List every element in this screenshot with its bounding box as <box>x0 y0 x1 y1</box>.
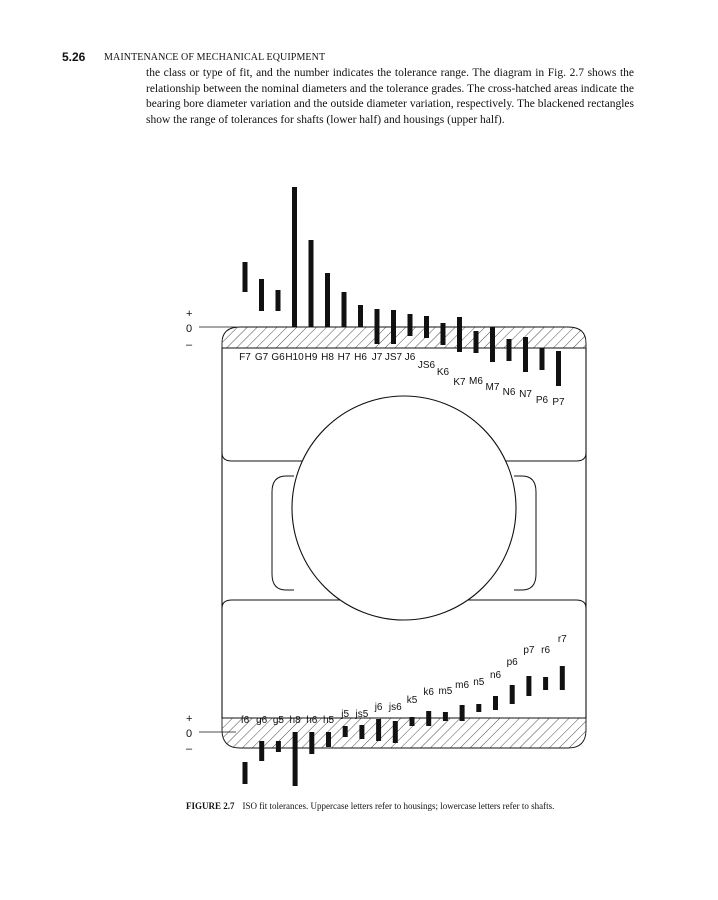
shaft-tolerance-labels <box>241 634 567 726</box>
housing-label-G6: G6 <box>271 352 285 363</box>
shaft-bar-j6 <box>376 719 381 741</box>
housing-bar-G6 <box>276 290 281 311</box>
shaft-label-k6: k6 <box>423 687 434 698</box>
housing-bar-J6 <box>408 314 413 336</box>
shaft-label-r6: r6 <box>541 645 551 656</box>
shaft-bar-r6 <box>543 677 548 690</box>
shaft-bar-n6 <box>493 696 498 710</box>
shaft-label-m5: m5 <box>438 686 453 697</box>
shaft-bar-g5 <box>276 741 281 752</box>
housing-label-G7: G7 <box>254 352 269 363</box>
shaft-bar-h5 <box>326 732 331 747</box>
shaft-bar-g6 <box>259 741 264 761</box>
shaft-label-h8: h8 <box>289 715 301 726</box>
upper-minus-symbol: – <box>186 339 193 351</box>
shaft-label-h5: h5 <box>322 715 335 726</box>
shaft-bar-p7 <box>526 676 531 696</box>
housing-label-K6: K6 <box>436 367 450 378</box>
shaft-bar-k6 <box>426 711 431 726</box>
housing-label-H7: H7 <box>337 352 351 363</box>
housing-label-H9: H9 <box>304 352 318 363</box>
housing-label-P7: P7 <box>552 397 565 408</box>
housing-bar-M6 <box>474 331 479 353</box>
housing-label-J6: J6 <box>404 352 416 363</box>
housing-label-K7: K7 <box>453 377 466 388</box>
shaft-label-n6: n6 <box>489 670 502 681</box>
shaft-bar-p6 <box>510 685 515 704</box>
housing-bar-M7 <box>490 327 495 362</box>
running-head: MAINTENANCE OF MECHANICAL EQUIPMENT <box>104 52 326 63</box>
housing-bar-J7 <box>375 309 380 344</box>
housing-bar-H8 <box>325 273 330 327</box>
shaft-label-m6: m6 <box>455 680 470 691</box>
shaft-label-h6: h6 <box>306 715 318 726</box>
housing-bar-N7 <box>523 337 528 372</box>
cage-left <box>272 476 294 590</box>
shaft-label-p6: p6 <box>506 657 518 668</box>
shaft-bar-j5 <box>343 726 348 737</box>
shaft-bar-h8 <box>293 732 298 786</box>
housing-bar-H9 <box>309 240 314 327</box>
shaft-label-p7: p7 <box>523 645 535 656</box>
lower-plus-symbol: + <box>186 713 193 725</box>
housing-label-M6: M6 <box>469 376 483 387</box>
housing-label-H10: H10 <box>285 352 304 363</box>
shaft-bar-js5 <box>359 725 364 739</box>
body-paragraph: the class or type of fit, and the number indicates the tolerance range. The diagram in Fig. 2.7 shows the relationship between the nominal diameters and the tolerance grades. The cross-hatched areas indicate the bearing bore diameter variation and the outside diameter variation, respectively. The blackened rectangles show the range of tolerances for shafts (lower half) and housings (upper half). <box>146 67 634 126</box>
shaft-bar-n5 <box>476 704 481 712</box>
lower-zero-symbol: 0 <box>186 728 193 740</box>
shaft-bar-m6 <box>460 705 465 721</box>
shaft-label-js5: js5 <box>355 709 369 720</box>
housing-label-H6: H6 <box>354 352 367 363</box>
housing-bar-G7 <box>259 279 264 311</box>
shaft-bar-m5 <box>443 712 448 721</box>
housing-bar-JS6 <box>424 316 429 338</box>
figure-caption <box>186 801 554 811</box>
shaft-label-r7: r7 <box>557 634 567 645</box>
lower-minus-symbol: – <box>186 743 193 755</box>
housing-bar-P7 <box>556 351 561 386</box>
housing-label-F7: F7 <box>239 352 251 363</box>
housing-bar-K6 <box>441 323 446 345</box>
housing-bar-H7 <box>342 292 347 327</box>
shaft-label-j6: j6 <box>374 702 383 713</box>
housing-label-JS7: JS7 <box>384 352 403 363</box>
shaft-label-j5: j5 <box>341 709 350 720</box>
shaft-bar-h6 <box>309 732 314 754</box>
rolling-ball <box>292 396 516 620</box>
upper-plus-symbol: + <box>186 308 193 320</box>
upper-zero-symbol: 0 <box>186 323 193 335</box>
housing-bar-JS7 <box>391 310 396 344</box>
housing-label-H8: H8 <box>321 352 334 363</box>
shaft-label-n5: n5 <box>473 677 485 688</box>
housing-label-N7: N7 <box>519 389 532 400</box>
shaft-label-g6: g6 <box>256 715 268 726</box>
housing-bar-F7 <box>243 262 248 292</box>
housing-label-N6: N6 <box>502 387 516 398</box>
housing-hatched-band <box>222 327 586 348</box>
housing-label-M7: M7 <box>485 382 500 393</box>
figure-number: FIGURE 2.7 <box>186 801 235 811</box>
cage-right <box>514 476 536 590</box>
housing-bar-H6 <box>358 305 363 327</box>
page-number: 5.26 <box>62 50 86 64</box>
shaft-bar-js6 <box>393 721 398 743</box>
housing-label-J7: J7 <box>371 352 383 363</box>
shaft-label-js6: js6 <box>388 702 402 713</box>
shaft-label-k5: k5 <box>406 695 418 706</box>
housing-bar-K7 <box>457 317 462 352</box>
shaft-label-f6: f6 <box>240 715 250 726</box>
shaft-bar-k5 <box>410 717 415 726</box>
shaft-bar-r7 <box>560 666 565 690</box>
housing-bar-N6 <box>507 339 512 361</box>
housing-bar-P6 <box>540 348 545 370</box>
figure-caption-text: ISO fit tolerances. Uppercase letters refer to housings; lowercase letters refer to shafts. <box>242 801 555 811</box>
housing-bar-H10 <box>292 187 297 327</box>
housing-label-P6: P6 <box>535 395 549 406</box>
shaft-bar-f6 <box>243 762 248 784</box>
shaft-label-g5: g5 <box>272 715 284 726</box>
housing-label-JS6: JS6 <box>417 360 436 371</box>
